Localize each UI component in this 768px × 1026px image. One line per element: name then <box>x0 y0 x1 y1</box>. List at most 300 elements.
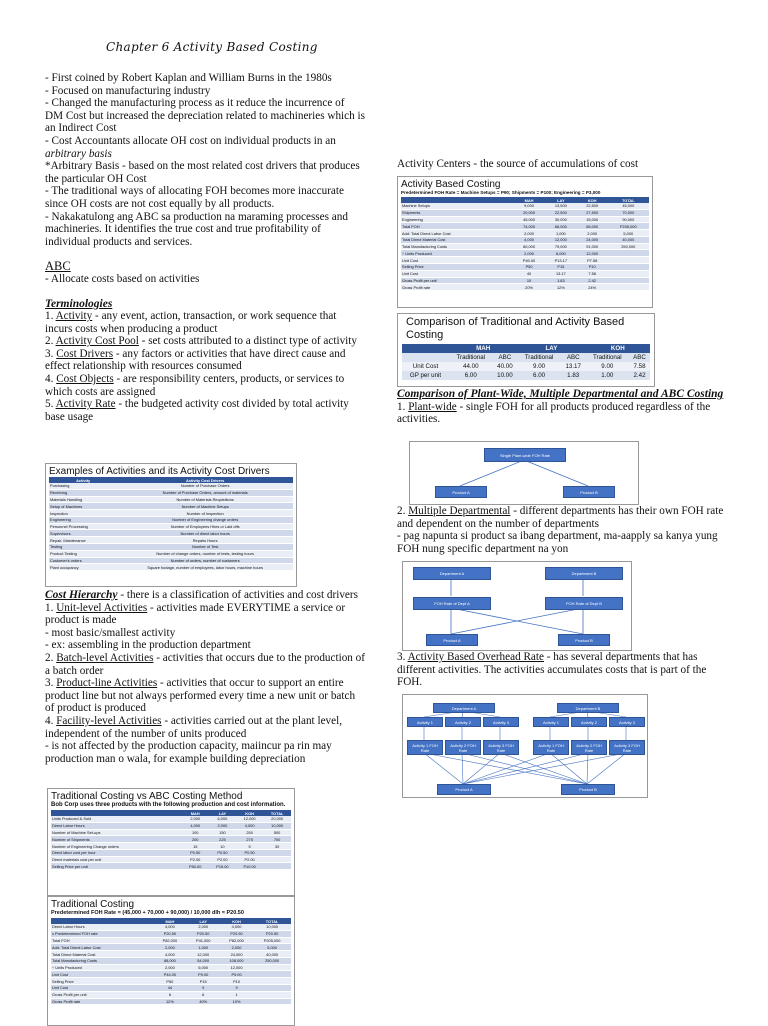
table-cell: Purchasing <box>49 483 117 489</box>
intro-line: arbitrary basis <box>45 147 112 160</box>
table-row <box>51 930 291 937</box>
table-cell: Machine Setups <box>401 203 513 209</box>
table-cell: 2.42 <box>577 277 608 284</box>
table-cell: Customer's orders <box>49 557 117 564</box>
table-cell <box>253 998 291 1005</box>
table-cell: Units Produced & Sold <box>51 816 182 822</box>
table-cell: 7.58 <box>629 362 650 371</box>
table-row <box>51 971 291 978</box>
hierarchy-line: - is not affected by the production capacity, maiincur pa rin may production man o wala, for example building depreciation <box>45 740 332 765</box>
table-cell: P20.50 <box>253 930 291 937</box>
table-row <box>401 236 649 243</box>
plant-wide-diagram <box>409 441 639 505</box>
intro-line: - Nakakatulong ang ABC sa production na maraming processes and machineries. It identifies the true cost and true profitability of individual products and services. <box>45 210 348 248</box>
table-cell: Square footage, number of employees, labor hours, machine hours <box>117 564 293 571</box>
activity-node: Activity 1 <box>407 717 443 727</box>
table-cell: Add: Total Direct Labor Cost <box>401 230 513 237</box>
table-cell <box>253 978 291 985</box>
product-a-node: Product A <box>437 784 491 795</box>
table-title: Traditional Costing <box>51 899 135 910</box>
term-item: 1. Activity - any event, action, transaction, or work sequence that incurs costs when producing a product <box>45 310 337 335</box>
table-row <box>51 822 291 829</box>
table-cell: P41,000 <box>187 937 220 944</box>
table-cell: 2,000 <box>187 924 220 930</box>
table-cell: 200 <box>182 836 209 843</box>
table-cell: Number of change orders, number of tests, testing hours <box>117 550 293 557</box>
table-cell: 6.00 <box>517 371 560 380</box>
table-cell: 275 <box>236 836 263 843</box>
activity-node: Activity 1 <box>533 717 569 727</box>
table-cell: x Predetermined FOH rate <box>51 930 153 937</box>
hierarchy-line: 3. Product-line Activities - activities that occur to support an entire product line but not always performed every time a new unit or batch of product is produced <box>45 677 356 715</box>
table-cell: Traditional <box>517 353 560 362</box>
table-subheader-row <box>402 353 650 362</box>
column-header: MAH <box>513 197 545 203</box>
table-cell: ÷ Units Produced <box>401 250 513 257</box>
table-row <box>49 550 293 557</box>
table-cell: Number of Test <box>117 544 293 551</box>
table-cell: Total FOH <box>51 937 153 944</box>
table-cell: 20% <box>513 284 545 291</box>
traditional-costing-table <box>47 896 295 1026</box>
table-cell <box>263 849 291 856</box>
multiple-departmental-diagram <box>402 561 632 651</box>
table-cell: Shipments <box>401 209 513 216</box>
connector-line <box>463 753 626 784</box>
table-cell: 1,000 <box>545 230 577 237</box>
table-cell: P15 <box>545 264 577 271</box>
table-cell: 44 <box>153 985 186 992</box>
table-cell: Number of Shipments <box>51 836 182 843</box>
table-cell: 6 <box>153 991 186 998</box>
abc-table-grid <box>401 197 649 291</box>
column-header: Activity <box>49 477 117 483</box>
activity-rate-node: Activity 1 FOH Rate <box>407 740 443 755</box>
table-cell: Total Manufacturing Costs <box>401 243 513 250</box>
table-cell: 108,000 <box>220 957 253 964</box>
column-header: LAY <box>187 918 220 924</box>
activity-centers-text: Activity Centers - the source of accumulations of cost <box>397 158 639 170</box>
column-header: KOH <box>577 197 608 203</box>
table-cell: 20,000 <box>513 209 545 216</box>
table-cell: 20,000 <box>263 816 291 822</box>
table-cell: 4,000 <box>220 924 253 930</box>
table-cell: 22,500 <box>545 209 577 216</box>
table-row <box>49 496 293 503</box>
table-cell: 4,000 <box>153 924 186 930</box>
table-cell: 30 <box>263 843 291 850</box>
table-cell: Gross Profit per unit <box>51 991 153 998</box>
table-cell: P20.50 <box>187 930 220 937</box>
table-cell: 24,000 <box>577 236 608 243</box>
table-cell: P15.00 <box>209 863 236 870</box>
table-cell: Personnel Processing <box>49 523 117 530</box>
table-cell: 2.42 <box>629 371 650 380</box>
table-cell: 12,000 <box>187 951 220 958</box>
column-header: MAH <box>449 344 517 353</box>
table-cell: Selling Price per unit <box>51 863 182 870</box>
term-item: 3. Cost Drivers - any factors or activities that have direct cause and effect relationship with resources consumed <box>45 347 346 373</box>
connector-line <box>587 753 626 784</box>
hierarchy-line: - ex: assembling in the production department <box>45 639 251 652</box>
table-cell: Total FOH <box>401 223 513 230</box>
table-cell: 4,000 <box>236 822 263 829</box>
table-cell: P15 <box>187 978 220 985</box>
table-row <box>51 951 291 958</box>
table-row <box>51 843 291 850</box>
column-header: LAY <box>517 344 585 353</box>
table-cell: 13,500 <box>545 203 577 209</box>
table-row <box>401 223 649 230</box>
multiple-extra: - pag napunta si product sa ibang department, ma-aapply sa kanya yung FOH nung specific department na yon <box>397 530 718 555</box>
product-a-node: Product A <box>426 634 478 646</box>
hierarchy-line: - most basic/smallest activity <box>45 626 176 639</box>
table-cell: Number of Inspection <box>117 510 293 517</box>
table-cell: 6.00 <box>449 371 492 380</box>
table-subtitle: Predetermined FOH Rate = Machine Setups = P90; Shipments = P100; Engineering = P3,000 <box>401 190 601 195</box>
table-cell: 80,000 <box>513 243 545 250</box>
table-cell: 40,000 <box>253 951 291 958</box>
table-row <box>401 243 649 250</box>
activity-rate-node: Activity 2 FOH Rate <box>571 740 607 755</box>
table-cell: Unit Cost <box>51 971 153 978</box>
table-cell: 10 <box>513 277 545 284</box>
table-cell <box>253 991 291 998</box>
foh-rate-a-node: FOH Rate of Dept A <box>413 597 491 610</box>
connector-line <box>587 753 588 784</box>
table-cell: P0.50 <box>209 849 236 856</box>
table-cell: 1.83 <box>561 371 586 380</box>
table-cell: P2.00 <box>236 856 263 863</box>
table-cell: 10 <box>209 843 236 850</box>
table-cell: 40.00 <box>493 362 518 371</box>
table-row <box>401 277 649 284</box>
table-cell: 40,000 <box>608 236 649 243</box>
table-cell: 12,000 <box>545 236 577 243</box>
table-row <box>49 503 293 510</box>
table-row <box>401 209 649 216</box>
table-cell: Engineering <box>49 516 117 523</box>
table-cell: 79,000 <box>545 243 577 250</box>
table-cell: 6 <box>187 991 220 998</box>
table-cell: Number of Machine Set-ups <box>51 829 182 836</box>
table-cell <box>608 264 649 271</box>
table-cell: Gross Profit per unit <box>401 277 513 284</box>
table-cell <box>608 270 649 277</box>
table-cell: Direct Labor Hours <box>51 822 182 829</box>
table-row <box>401 264 649 271</box>
table-cell: 54,000 <box>187 957 220 964</box>
terminologies-heading: Terminologies <box>45 297 113 310</box>
table-cell: Product Testing <box>49 550 117 557</box>
table-cell: 12% <box>153 998 186 1005</box>
column-header <box>402 344 449 353</box>
table-cell: Unit Cost <box>401 270 513 277</box>
table-cell: Unit Cost <box>401 257 513 264</box>
table-cell: 250,000 <box>608 243 649 250</box>
table-row <box>51 856 291 863</box>
table-cell: 2,000 <box>513 250 545 257</box>
abr-text: 3. Activity Based Overhead Rate - has several departments that has different activities. The activities accumulates costs that is part of the FOH. <box>397 651 707 689</box>
table-cell: P50 <box>153 978 186 985</box>
table-row <box>51 836 291 843</box>
activity-based-diagram <box>402 694 648 798</box>
table-cell: Supervisors <box>49 530 117 537</box>
department-a-node: Department A <box>433 703 495 713</box>
activity-rate-node: Activity 3 FOH Rate <box>609 740 645 755</box>
table-cell: 45,000 <box>513 216 545 223</box>
table-cell: P50 <box>513 264 545 271</box>
table-cell: 225 <box>209 836 236 843</box>
column-header: TOTAL <box>263 810 291 816</box>
column-header: Activity Cost Drivers <box>117 477 293 483</box>
activity-drivers-table <box>45 463 297 587</box>
table-cell: 2,000 <box>513 230 545 237</box>
connector-line <box>463 753 550 784</box>
intro-line: - The traditional ways of allocating FOH becomes more inaccurate since OH costs are not cost equally by all products. <box>45 185 344 210</box>
table-subtitle: Bob Corp uses three products with the following production and cost information. <box>51 802 286 808</box>
column-header: KOH <box>220 918 253 924</box>
table-cell: Number of orders, number of customers <box>117 557 293 564</box>
activity-rate-node: Activity 3 FOH Rate <box>483 740 519 755</box>
drivers-table-grid <box>49 477 293 571</box>
table-cell: P10 <box>220 978 253 985</box>
table-cell: 100 <box>182 829 209 836</box>
table-cell: GP per unit <box>402 371 449 380</box>
table-cell: 22,500 <box>577 203 608 209</box>
table-row <box>51 978 291 985</box>
traditional-table-grid <box>51 918 291 1005</box>
table-cell: 90,000 <box>608 216 649 223</box>
table-row <box>51 964 291 971</box>
table-cell: P205,000 <box>253 937 291 944</box>
table-cell: Direct materials cost per unit <box>51 856 182 863</box>
table-cell: Total Direct Material Cost <box>401 236 513 243</box>
connector-line <box>424 753 587 784</box>
page-title: Chapter 6 Activity Based Costing <box>106 40 318 54</box>
table-row <box>51 829 291 836</box>
activity-node: Activity 2 <box>571 717 607 727</box>
table-cell: Repair, Maintenance <box>49 537 117 544</box>
table-row <box>51 957 291 964</box>
column-header: KOH <box>236 810 263 816</box>
table-cell: 4,000 <box>153 951 186 958</box>
table-cell: 9,000 <box>513 203 545 209</box>
table-subtitle: Predetermined FOH Rate = (45,000 + 70,000 + 90,000) / 10,000 dlh = P20.50 <box>51 910 244 916</box>
table-cell: 1,000 <box>187 944 220 951</box>
table-cell <box>608 284 649 291</box>
table-row <box>51 998 291 1005</box>
connector-line <box>424 753 463 784</box>
table-cell: Testing <box>49 544 117 551</box>
table-cell: Number of Purchase Orders <box>117 483 293 489</box>
intro-line: - Focused on manufacturing industry <box>45 84 211 97</box>
table-cell: 10.00 <box>493 371 518 380</box>
table-row <box>402 362 650 371</box>
table-row <box>401 216 649 223</box>
table-cell: 4,000 <box>182 822 209 829</box>
table-cell: P50.00 <box>182 863 209 870</box>
table-cell <box>263 856 291 863</box>
plant-wide-rate-node: Single Plant-wide FOH Rate <box>484 448 566 462</box>
table-header-row <box>402 344 650 353</box>
table-cell: Gross Profit rate <box>51 998 153 1005</box>
table-cell: 13.17 <box>545 270 577 277</box>
table-cell: P20.50 <box>220 930 253 937</box>
table-cell: 74,000 <box>513 223 545 230</box>
table-cell: Total Manufacturing Costs <box>51 957 153 964</box>
table-cell: P205,000 <box>608 223 649 230</box>
term-item: 4. Cost Objects - are responsibility centers, products, or services to which costs are assigned <box>45 373 345 398</box>
activity-node: Activity 2 <box>445 717 481 727</box>
table-cell: 88,000 <box>153 957 186 964</box>
table-row <box>49 557 293 564</box>
table-cell: 2,000 <box>153 944 186 951</box>
table-cell: 150 <box>209 829 236 836</box>
table-cell: 5 <box>236 843 263 850</box>
table-title: Comparison of Traditional and Activity Based Costing <box>406 316 625 341</box>
table-cell: 15 <box>182 843 209 850</box>
cost-hierarchy <box>45 589 365 765</box>
table-cell: ABC <box>493 353 518 362</box>
column-header: TOTAL <box>608 197 649 203</box>
table-cell: 2,000 <box>153 964 186 971</box>
product-b-node: Product B <box>563 486 615 498</box>
table-row <box>49 516 293 523</box>
table-row <box>51 944 291 951</box>
table-cell: Total Direct Material Cost <box>51 951 153 958</box>
plant-wide-text: 1. Plant-wide - single FOH for all products produced regardless of the activities. <box>397 400 711 426</box>
table-cell <box>253 971 291 978</box>
left-column <box>45 72 365 423</box>
table-cell: 12% <box>545 284 577 291</box>
table-title: Examples of Activities and its Activity Cost Drivers <box>49 466 270 477</box>
term-item: 5. Activity Rate - the budgeted activity cost divided by total activity base usage <box>45 398 349 423</box>
column-header: TOTAL <box>253 918 291 924</box>
comparison-heading: Comparison of Plant-Wide, Multiple Departmental and ABC Costing <box>397 388 724 400</box>
plant-wide-section <box>397 388 727 426</box>
table-cell: P2.00 <box>182 856 209 863</box>
table-cell: 24,000 <box>220 951 253 958</box>
tva-table-grid <box>51 810 291 870</box>
department-a-node: Department A <box>413 567 491 580</box>
table-row <box>49 530 293 537</box>
table-cell: 9.00 <box>517 362 560 371</box>
table-row <box>51 985 291 992</box>
table-cell: P82,000 <box>153 937 186 944</box>
activity-node: Activity 3 <box>483 717 519 727</box>
table-cell: P9.00 <box>220 971 253 978</box>
table-cell: 2,000 <box>209 822 236 829</box>
abr-section <box>397 651 727 689</box>
table-cell: 12,000 <box>220 964 253 971</box>
table-cell: ÷ Units Produced <box>51 964 153 971</box>
table-cell: 1.83 <box>545 277 577 284</box>
table-cell: 6,000 <box>545 250 577 257</box>
table-cell: 15,000 <box>577 216 608 223</box>
table-cell: Setup of Machines <box>49 503 117 510</box>
table-cell: 70,000 <box>608 209 649 216</box>
table-cell: 250 <box>236 829 263 836</box>
table-row <box>401 250 649 257</box>
table-cell: 6,000 <box>209 816 236 822</box>
hierarchy-line: 2. Batch-level Activities - activities that occurs due to the production of a batch order <box>45 651 366 677</box>
table-cell: Number of Employees Hires or Laid offs <box>117 523 293 530</box>
department-b-node: Department B <box>557 703 619 713</box>
table-cell <box>263 863 291 870</box>
intro-line: - First coined by Robert Kaplan and William Burns in the 1980s <box>45 72 332 84</box>
table-cell: Add: Total Direct Labor Cost <box>51 944 153 951</box>
hierarchy-line: 1. Unit-level Activities - activities made EVERYTIME a service or product is made <box>45 601 346 627</box>
comparison-table-grid <box>402 344 650 380</box>
table-title: Traditional Costing vs ABC Costing Method <box>51 791 243 802</box>
table-cell: P0.50 <box>182 849 209 856</box>
table-cell: 2,000 <box>577 230 608 237</box>
table-row <box>49 544 293 551</box>
table-cell: 5,000 <box>608 230 649 237</box>
table-cell: 2,000 <box>182 816 209 822</box>
table-cell: 24% <box>577 284 608 291</box>
table-cell: 5,000 <box>253 944 291 951</box>
table-cell: Engineering <box>401 216 513 223</box>
table-cell: 9 <box>220 985 253 992</box>
traditional-vs-abc-table <box>47 788 295 896</box>
table-cell: Number of Purchase Orders, amount of materials <box>117 489 293 496</box>
table-cell: Unit Cost <box>402 362 449 371</box>
table-cell: 65,000 <box>577 223 608 230</box>
table-cell: Number of Materials Requisitions <box>117 496 293 503</box>
table-cell: 700 <box>263 836 291 843</box>
table-row <box>51 991 291 998</box>
column-header: KOH <box>586 344 650 353</box>
table-row <box>401 284 649 291</box>
table-cell <box>608 277 649 284</box>
column-header: MAH <box>182 810 209 816</box>
table-cell: 66,000 <box>545 223 577 230</box>
table-cell: Traditional <box>586 353 629 362</box>
product-b-node: Product B <box>561 784 615 795</box>
table-cell: Inspection <box>49 510 117 517</box>
table-cell: Plant occupancy <box>49 564 117 571</box>
table-row <box>49 489 293 496</box>
table-cell: Number of Machine Setups <box>117 503 293 510</box>
table-cell: 40 <box>513 270 545 277</box>
activity-rate-node: Activity 2 FOH Rate <box>445 740 481 755</box>
table-cell: 30,000 <box>545 216 577 223</box>
table-cell: Unit Cost <box>51 985 153 992</box>
table-cell: Receiving <box>49 489 117 496</box>
table-cell <box>608 257 649 264</box>
table-cell: 10,000 <box>263 822 291 829</box>
table-cell: P20.50 <box>153 930 186 937</box>
table-cell <box>402 353 449 362</box>
table-row <box>49 537 293 544</box>
table-cell: Repairs Hours <box>117 537 293 544</box>
table-cell: P9.00 <box>187 971 220 978</box>
table-cell: P10 <box>577 264 608 271</box>
table-row <box>51 937 291 944</box>
abc-table <box>397 176 653 308</box>
table-cell: 2,000 <box>220 944 253 951</box>
table-cell: Materials Handling <box>49 496 117 503</box>
table-cell: P13.17 <box>545 257 577 264</box>
table-cell: 7.58 <box>577 270 608 277</box>
table-cell: 44.00 <box>449 362 492 371</box>
table-cell: 13.17 <box>561 362 586 371</box>
table-cell: 9.00 <box>586 362 629 371</box>
connector-line <box>462 753 463 784</box>
activity-rate-node: Activity 1 FOH Rate <box>533 740 569 755</box>
